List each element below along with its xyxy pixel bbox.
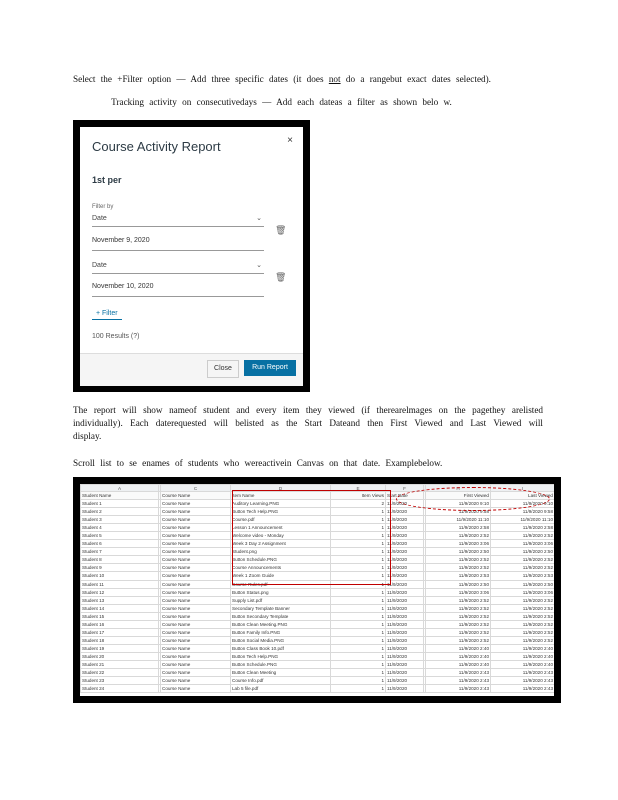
close-button[interactable]: Close: [207, 360, 239, 378]
table-row[interactable]: [81, 596, 555, 604]
table-row[interactable]: [81, 644, 555, 652]
table-cell[interactable]: 11/9/2020: [386, 556, 424, 564]
table-cell[interactable]: 11/9/2020 3:06: [426, 588, 491, 596]
table-cell[interactable]: 1: [331, 524, 386, 532]
table-cell[interactable]: 2: [331, 500, 386, 508]
table-row[interactable]: [81, 660, 555, 668]
table-cell[interactable]: Student 10: [81, 572, 159, 580]
table-cell[interactable]: 11/9/2020 2:40: [426, 644, 491, 652]
table-cell[interactable]: Course Name: [161, 636, 231, 644]
table-cell[interactable]: 11/9/2020 3:06: [491, 588, 555, 596]
table-cell[interactable]: Course Name: [161, 500, 231, 508]
table-cell[interactable]: 1: [331, 652, 386, 660]
table-cell[interactable]: Lesson 1 Announcement: [231, 524, 331, 532]
table-cell[interactable]: Button Schedule.PNG: [231, 556, 331, 564]
table-cell[interactable]: 11/9/2020 2:58: [426, 524, 491, 532]
table-cell[interactable]: 1: [331, 620, 386, 628]
table-cell[interactable]: 1: [331, 660, 386, 668]
instruction-line-2: [92, 96, 532, 109]
table-cell[interactable]: Course Name: [161, 685, 231, 693]
table-row[interactable]: [81, 540, 555, 548]
table-cell[interactable]: 11/9/2020 2:40: [426, 660, 491, 668]
table-cell[interactable]: Course Name: [161, 628, 231, 636]
table-cell[interactable]: Course Name: [161, 556, 231, 564]
filter-date-input-1[interactable]: [92, 237, 264, 251]
table-cell[interactable]: 11/9/2020 2:52: [491, 532, 555, 540]
table-cell[interactable]: 1: [331, 588, 386, 596]
instruction-text-end: do a rangebut exact dates selected).: [340, 74, 491, 84]
table-cell[interactable]: 11/9/2020: [386, 677, 424, 685]
table-cell[interactable]: 11/9/2020: [386, 620, 424, 628]
column-letter[interactable]: A: [81, 485, 159, 492]
table-cell[interactable]: Student 23: [81, 677, 159, 685]
filter-date-value: November 9, 2020: [92, 237, 150, 244]
filter-by-label: Filter by: [92, 204, 114, 210]
instruction-text: Tracking activity on consecutivedays — Add each dateas a filter as shown belo w.: [111, 97, 452, 107]
table-cell[interactable]: 1: [331, 612, 386, 620]
table-cell[interactable]: Button Status.png: [231, 588, 331, 596]
table-cell[interactable]: Start Date: [386, 492, 424, 500]
spreadsheet: [80, 484, 554, 696]
table-cell[interactable]: Welcome video - Monday: [231, 532, 331, 540]
table-row[interactable]: [81, 652, 555, 660]
table-cell[interactable]: 1: [331, 556, 386, 564]
table-cell[interactable]: 11/9/2020: [386, 516, 424, 524]
table-cell[interactable]: 11/9/2020 2:52: [426, 556, 491, 564]
table-cell[interactable]: Item Name: [231, 492, 331, 500]
column-letter[interactable]: H: [426, 485, 491, 492]
filter-date-input-2[interactable]: [92, 283, 264, 297]
filter-date-value: November 10, 2020: [92, 283, 154, 290]
table-cell[interactable]: Student 22: [81, 669, 159, 677]
table-cell[interactable]: 11/9/2020 3:06: [491, 540, 555, 548]
table-cell[interactable]: 1: [331, 628, 386, 636]
instruction-line-1: [73, 73, 543, 86]
table-cell[interactable]: 11/9/2020 9:10: [426, 500, 491, 508]
table-cell[interactable]: 11/9/2020 2:52: [491, 596, 555, 604]
report-table: [80, 484, 554, 693]
table-cell[interactable]: Student 15: [81, 612, 159, 620]
column-letter[interactable]: I: [491, 485, 555, 492]
table-row[interactable]: [81, 685, 555, 693]
table-cell[interactable]: 1: [331, 532, 386, 540]
table-cell[interactable]: Student 20: [81, 652, 159, 660]
spreadsheet-screenshot: [73, 477, 561, 703]
table-cell[interactable]: Last Viewed: [491, 492, 555, 500]
table-cell[interactable]: Button Schedule.PNG: [231, 660, 331, 668]
table-row[interactable]: [81, 588, 555, 596]
table-row[interactable]: [81, 508, 555, 516]
table-cell[interactable]: Student 14: [81, 604, 159, 612]
table-cell[interactable]: Secondary Template Banner: [231, 604, 331, 612]
table-cell[interactable]: 1: [331, 596, 386, 604]
table-cell[interactable]: 11/9/2020: [386, 580, 424, 588]
table-cell[interactable]: 11/9/2020 2:50: [426, 580, 491, 588]
table-cell[interactable]: Course Rules.pdf: [231, 580, 331, 588]
table-cell[interactable]: 11/9/2020: [386, 644, 424, 652]
table-row[interactable]: [81, 620, 555, 628]
filter-type-value: Date: [92, 215, 107, 222]
table-cell[interactable]: 11/9/2020: [386, 612, 424, 620]
table-cell[interactable]: Student Name: [81, 492, 159, 500]
table-cell[interactable]: 11/9/2020: [386, 596, 424, 604]
table-cell[interactable]: Student.png: [231, 548, 331, 556]
table-row[interactable]: [81, 580, 555, 588]
table-cell[interactable]: Student 9: [81, 564, 159, 572]
table-cell[interactable]: 1: [331, 644, 386, 652]
table-cell[interactable]: 11/9/2020 2:58: [491, 524, 555, 532]
table-cell[interactable]: 11/9/2020: [386, 524, 424, 532]
table-cell[interactable]: Course Name: [161, 540, 231, 548]
table-cell[interactable]: Course Name: [161, 508, 231, 516]
table-cell[interactable]: 11/9/2020: [386, 532, 424, 540]
table-cell[interactable]: Student 24: [81, 685, 159, 693]
chevron-down-icon: ⌄: [256, 215, 262, 222]
table-cell[interactable]: Course Name: [161, 669, 231, 677]
table-cell[interactable]: 11/9/2020 2:52: [491, 628, 555, 636]
table-cell[interactable]: 11/9/2020 2:52: [426, 628, 491, 636]
table-cell[interactable]: 1: [331, 564, 386, 572]
table-cell[interactable]: Button Clean Meeting: [231, 669, 331, 677]
table-cell[interactable]: 11/9/2020 11:10: [491, 516, 555, 524]
table-cell[interactable]: 11/9/2020: [386, 628, 424, 636]
table-cell[interactable]: 1: [331, 572, 386, 580]
table-cell[interactable]: Course Name: [161, 572, 231, 580]
table-cell[interactable]: Course Name: [161, 612, 231, 620]
table-cell[interactable]: 11/9/2020 2:52: [426, 612, 491, 620]
table-cell[interactable]: 11/9/2020 2:43: [426, 669, 491, 677]
table-cell[interactable]: 11/9/2020 2:43: [426, 685, 491, 693]
table-cell[interactable]: Auditory Learning.PNG: [231, 500, 331, 508]
table-cell[interactable]: 11/9/2020 2:52: [491, 556, 555, 564]
table-cell[interactable]: 1: [331, 508, 386, 516]
table-cell[interactable]: Course Name: [161, 580, 231, 588]
table-cell[interactable]: 11/9/2020 9:10: [491, 500, 555, 508]
table-cell[interactable]: 1: [331, 636, 386, 644]
table-cell[interactable]: 11/9/2020 2:43: [491, 685, 555, 693]
table-cell[interactable]: Student 5: [81, 532, 159, 540]
table-cell[interactable]: Course Name: [161, 524, 231, 532]
table-cell[interactable]: 11/9/2020 9:58: [491, 508, 555, 516]
trash-icon[interactable]: 🗑: [275, 225, 287, 235]
table-cell[interactable]: 1: [331, 516, 386, 524]
table-cell[interactable]: 11/9/2020: [386, 604, 424, 612]
table-cell[interactable]: 1: [331, 604, 386, 612]
table-row[interactable]: [81, 612, 555, 620]
table-cell[interactable]: 11/9/2020 2:52: [491, 604, 555, 612]
close-icon[interactable]: ×: [287, 135, 293, 146]
table-cell[interactable]: Course Name: [161, 564, 231, 572]
table-cell[interactable]: Course Name: [161, 516, 231, 524]
table-cell[interactable]: Student 21: [81, 660, 159, 668]
table-cell[interactable]: 1: [331, 540, 386, 548]
table-cell[interactable]: 11/9/2020 9:58: [426, 508, 491, 516]
table-cell[interactable]: First Viewed: [426, 492, 491, 500]
table-cell[interactable]: 11/9/2020 2:43: [491, 677, 555, 685]
table-cell[interactable]: 11/9/2020 3:06: [426, 540, 491, 548]
table-cell[interactable]: Button Social Media.PNG: [231, 636, 331, 644]
table-cell[interactable]: 11/9/2020 2:52: [426, 636, 491, 644]
column-letter-row: [81, 485, 555, 492]
table-cell[interactable]: 11/9/2020: [386, 685, 424, 693]
table-cell[interactable]: Week 1 Zoom Guide: [231, 572, 331, 580]
filter-type-select-1[interactable]: [92, 215, 264, 227]
table-cell[interactable]: Course Name: [161, 660, 231, 668]
table-cell[interactable]: Student 19: [81, 644, 159, 652]
table-row[interactable]: [81, 572, 555, 580]
table-row[interactable]: [81, 677, 555, 685]
table-cell[interactable]: 11/9/2020 2:52: [491, 612, 555, 620]
add-filter-button[interactable]: + Filter: [92, 310, 122, 320]
table-cell[interactable]: 11/9/2020 2:50: [491, 548, 555, 556]
table-cell[interactable]: Course Name: [161, 588, 231, 596]
table-cell[interactable]: Button Family Info.PNG: [231, 628, 331, 636]
table-cell[interactable]: Course Name: [161, 620, 231, 628]
dialog-subtitle: 1st per: [92, 175, 122, 185]
column-letter[interactable]: E: [331, 485, 386, 492]
table-cell[interactable]: Course Name: [161, 596, 231, 604]
table-cell[interactable]: Student 7: [81, 548, 159, 556]
table-cell[interactable]: Course Name: [161, 652, 231, 660]
table-cell[interactable]: Course Name: [161, 492, 231, 500]
table-cell[interactable]: 11/9/2020 2:53: [426, 572, 491, 580]
table-cell[interactable]: Student 2: [81, 508, 159, 516]
table-cell[interactable]: 11/9/2020 2:52: [491, 564, 555, 572]
table-cell[interactable]: 11/9/2020 2:43: [491, 669, 555, 677]
table-cell[interactable]: 11/9/2020 2:43: [426, 677, 491, 685]
table-cell[interactable]: Button Class Book 10.pdf: [231, 644, 331, 652]
table-cell[interactable]: Button Tech Help.PNG: [231, 508, 331, 516]
table-cell[interactable]: 11/9/2020 2:40: [491, 644, 555, 652]
table-cell[interactable]: Student 8: [81, 556, 159, 564]
table-cell[interactable]: Student 3: [81, 516, 159, 524]
table-cell[interactable]: 11/9/2020: [386, 548, 424, 556]
table-cell[interactable]: Student 17: [81, 628, 159, 636]
table-cell[interactable]: 1: [331, 580, 386, 588]
table-cell[interactable]: 1: [331, 669, 386, 677]
table-cell[interactable]: 11/9/2020 2:52: [426, 564, 491, 572]
table-cell[interactable]: Course Name: [161, 644, 231, 652]
table-row[interactable]: [81, 548, 555, 556]
table-cell[interactable]: 11/9/2020 2:52: [426, 596, 491, 604]
table-cell[interactable]: Course Info.pdf: [231, 677, 331, 685]
table-cell[interactable]: Course Name: [161, 548, 231, 556]
table-cell[interactable]: 11/9/2020 2:40: [426, 652, 491, 660]
table-cell[interactable]: 11/9/2020: [386, 500, 424, 508]
table-cell[interactable]: 11/9/2020: [386, 636, 424, 644]
table-cell[interactable]: Course Name: [161, 532, 231, 540]
chevron-down-icon: ⌄: [256, 262, 262, 269]
table-row[interactable]: [81, 500, 555, 508]
table-row[interactable]: [81, 604, 555, 612]
table-cell[interactable]: Lab 5 file.pdf: [231, 685, 331, 693]
table-cell[interactable]: 11/9/2020 2:50: [426, 548, 491, 556]
table-cell[interactable]: Student 11: [81, 580, 159, 588]
table-cell[interactable]: Button Secondary Template: [231, 612, 331, 620]
table-cell[interactable]: 1: [331, 677, 386, 685]
table-cell[interactable]: 11/9/2020: [386, 588, 424, 596]
table-row[interactable]: [81, 532, 555, 540]
report-description: The report will show nameof student and every item they viewed (if therearelmages on the pagethey arelisted individually). Each daterequested will belisted as the Start Dateand then First Viewed and Last Viewed will display.: [73, 405, 543, 441]
table-cell[interactable]: 11/9/2020 2:53: [491, 572, 555, 580]
dialog-title: Course Activity Report: [92, 139, 221, 154]
instruction-text: Select the +Filter option — Add three specific dates (it does: [73, 74, 329, 84]
table-cell[interactable]: 11/9/2020: [386, 508, 424, 516]
table-row[interactable]: [81, 556, 555, 564]
table-cell[interactable]: 11/9/2020 2:52: [426, 532, 491, 540]
scroll-instruction: Scroll list to se enames of students who wereactivein Canvas on that date. Examplebelow.: [73, 458, 443, 468]
table-cell[interactable]: Student 16: [81, 620, 159, 628]
column-letter[interactable]: C: [161, 485, 231, 492]
table-cell[interactable]: Supply List.pdf: [231, 596, 331, 604]
table-row[interactable]: [81, 564, 555, 572]
filter-type-select-2[interactable]: [92, 262, 264, 274]
table-cell[interactable]: Student 4: [81, 524, 159, 532]
table-cell[interactable]: Week 3 Day 2 Assignment: [231, 540, 331, 548]
table-cell[interactable]: 11/9/2020: [386, 652, 424, 660]
table-cell[interactable]: 11/9/2020: [386, 540, 424, 548]
table-cell[interactable]: 11/9/2020 2:52: [491, 620, 555, 628]
table-cell[interactable]: 11/9/2020: [386, 669, 424, 677]
table-cell[interactable]: 11/9/2020: [386, 564, 424, 572]
table-row[interactable]: [81, 669, 555, 677]
course-activity-dialog: [80, 127, 303, 385]
table-cell[interactable]: 11/9/2020 2:40: [491, 660, 555, 668]
table-cell[interactable]: Student 1: [81, 500, 159, 508]
table-cell[interactable]: 11/9/2020: [386, 660, 424, 668]
table-cell[interactable]: Button Tech Help.PNG: [231, 652, 331, 660]
table-header-row[interactable]: [81, 492, 555, 500]
table-cell[interactable]: Student 12: [81, 588, 159, 596]
table-cell[interactable]: Course Name: [161, 604, 231, 612]
results-count: 100 Results (?): [92, 333, 140, 340]
table-cell[interactable]: Course Name: [161, 677, 231, 685]
table-cell[interactable]: 1: [331, 548, 386, 556]
table-cell[interactable]: Course Announcements: [231, 564, 331, 572]
table-cell[interactable]: 11/9/2020 2:52: [491, 636, 555, 644]
table-row[interactable]: [81, 636, 555, 644]
table-cell[interactable]: 11/9/2020 2:52: [426, 620, 491, 628]
table-row[interactable]: [81, 524, 555, 532]
table-cell[interactable]: 11/9/2020 2:40: [491, 652, 555, 660]
table-cell[interactable]: Course.pdf: [231, 516, 331, 524]
table-cell[interactable]: Button Clean Meeting.PNG: [231, 620, 331, 628]
table-cell[interactable]: 1: [331, 685, 386, 693]
table-cell[interactable]: Student 18: [81, 636, 159, 644]
instruction-emphasis: not: [328, 74, 341, 84]
table-cell[interactable]: 11/9/2020 11:10: [426, 516, 491, 524]
trash-icon[interactable]: 🗑: [275, 272, 287, 282]
column-letter[interactable]: F: [386, 485, 424, 492]
table-cell[interactable]: Item Views: [331, 492, 386, 500]
table-cell[interactable]: 11/9/2020: [386, 572, 424, 580]
table-cell[interactable]: 11/9/2020 2:52: [426, 604, 491, 612]
table-cell[interactable]: Student 13: [81, 596, 159, 604]
table-row[interactable]: [81, 628, 555, 636]
table-row[interactable]: [81, 516, 555, 524]
dialog-screenshot: [73, 120, 310, 392]
column-letter[interactable]: D: [231, 485, 331, 492]
table-cell[interactable]: Student 6: [81, 540, 159, 548]
run-report-button[interactable]: Run Report: [244, 360, 296, 376]
table-cell[interactable]: 11/9/2020 2:50: [491, 580, 555, 588]
filter-type-value: Date: [92, 262, 107, 269]
